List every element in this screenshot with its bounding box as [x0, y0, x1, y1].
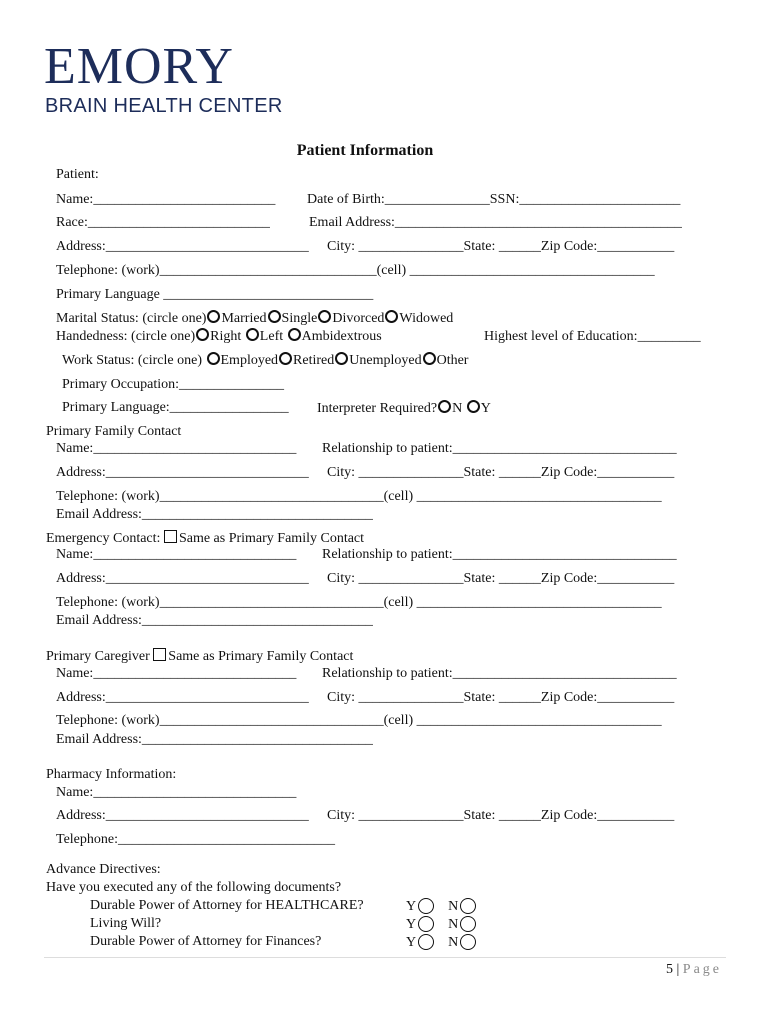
marital-option-label: Single: [281, 311, 318, 326]
directive-healthcare-no-radio[interactable]: [460, 898, 476, 914]
interpreter-label: Interpreter Required?: [317, 401, 438, 416]
family-telephone-field[interactable]: Telephone: (work)________________________________(cell) ___________________________________: [56, 489, 662, 504]
emergency-same-checkbox[interactable]: [164, 530, 177, 543]
marital-divorced-radio[interactable]: [318, 310, 331, 323]
marital-option-label: Divorced: [332, 311, 385, 326]
marital-married-radio[interactable]: [207, 310, 220, 323]
patient-email-field[interactable]: Email Address:_________________________________________: [309, 215, 682, 230]
no-label: N: [448, 899, 459, 914]
family-heading: Primary Family Contact: [46, 424, 182, 439]
caregiver-same-label: Same as Primary Family Contact: [168, 649, 354, 664]
emergency-telephone-field[interactable]: Telephone: (work)________________________________(cell) ___________________________________: [56, 595, 662, 610]
yes-label: Y: [406, 917, 417, 932]
interpreter-yes-radio[interactable]: [467, 400, 480, 413]
directive-healthcare-options: [406, 898, 476, 915]
handedness-left-radio[interactable]: [246, 328, 259, 341]
emergency-relationship-field[interactable]: Relationship to patient:________________________________: [322, 547, 677, 562]
emergency-city-state-zip-field[interactable]: City: _______________State: ______Zip Code:___________: [327, 571, 675, 586]
page-number-footer: [666, 962, 722, 978]
no-label: N: [448, 917, 459, 932]
logo-emory: EMORY: [44, 38, 234, 95]
caregiver-heading-row: [46, 648, 353, 665]
directive-finances-options: [406, 934, 476, 951]
marital-single-radio[interactable]: [268, 310, 281, 323]
marital-option-label: Widowed: [399, 311, 454, 326]
interpreter-no-radio[interactable]: [438, 400, 451, 413]
emergency-same-label: Same as Primary Family Contact: [178, 531, 365, 546]
directives-heading: Advance Directives:: [46, 862, 161, 877]
marital-status-row: [56, 310, 453, 327]
caregiver-email-field[interactable]: Email Address:_________________________________: [56, 732, 373, 747]
family-email-field[interactable]: Email Address:_________________________________: [56, 507, 373, 522]
work-employed-radio[interactable]: [207, 352, 220, 365]
directive-living-will-yes-radio[interactable]: [418, 916, 434, 932]
marital-widowed-radio[interactable]: [385, 310, 398, 323]
page-separator: |: [672, 962, 683, 977]
directive-finances-yes-radio[interactable]: [418, 934, 434, 950]
patient-address-field[interactable]: Address:_____________________________: [56, 239, 309, 254]
handedness-right-radio[interactable]: [196, 328, 209, 341]
handedness-option-label: Ambidextrous: [301, 329, 382, 344]
patient-city-state-zip-field[interactable]: City: _______________State: ______Zip Code:___________: [327, 239, 675, 254]
logo-brain-health-center: BRAIN HEALTH CENTER: [45, 95, 283, 117]
work-retired-radio[interactable]: [279, 352, 292, 365]
work-option-label: Retired: [293, 353, 335, 368]
emergency-address-field[interactable]: Address:_____________________________: [56, 571, 309, 586]
page-word: Page: [682, 962, 722, 977]
interpreter-yes-label: Y: [480, 401, 491, 416]
handedness-option-label: Right: [210, 329, 245, 344]
caregiver-relationship-field[interactable]: Relationship to patient:________________________________: [322, 666, 677, 681]
work-other-radio[interactable]: [423, 352, 436, 365]
patient-telephone-field[interactable]: Telephone: (work)_______________________________(cell) ___________________________________: [56, 263, 655, 278]
patient-heading: Patient:: [56, 167, 99, 182]
directive-finances-no-radio[interactable]: [460, 934, 476, 950]
page-title: Patient Information: [296, 142, 434, 159]
caregiver-same-checkbox[interactable]: [153, 648, 166, 661]
family-name-field[interactable]: Name:_____________________________: [56, 441, 297, 456]
directive-healthcare-yes-radio[interactable]: [418, 898, 434, 914]
directive-label: Durable Power of Attorney for Finances?: [90, 934, 322, 949]
directive-label: Durable Power of Attorney for HEALTHCARE?: [90, 898, 364, 913]
handedness-row: [56, 328, 382, 345]
handedness-ambidextrous-radio[interactable]: [288, 328, 301, 341]
pharmacy-heading: Pharmacy Information:: [46, 767, 177, 782]
caregiver-heading: Primary Caregiver: [46, 649, 154, 664]
marital-option-label: Married: [221, 311, 267, 326]
patient-primary-language-field[interactable]: Primary Language ______________________________: [56, 287, 374, 302]
primary-occupation-field[interactable]: Primary Occupation:_______________: [62, 377, 285, 392]
caregiver-address-field[interactable]: Address:_____________________________: [56, 690, 309, 705]
emergency-email-field[interactable]: Email Address:_________________________________: [56, 613, 373, 628]
family-relationship-field[interactable]: Relationship to patient:________________________________: [322, 441, 677, 456]
family-city-state-zip-field[interactable]: City: _______________State: ______Zip Code:___________: [327, 465, 675, 480]
directive-living-will-no-radio[interactable]: [460, 916, 476, 932]
patient-dob-ssn-field[interactable]: Date of Birth:_______________SSN:_______________________: [307, 192, 681, 207]
yes-label: Y: [406, 899, 417, 914]
patient-race-field[interactable]: Race:__________________________: [56, 215, 270, 230]
directive-living-will-options: [406, 916, 476, 933]
marital-status-label: Marital Status: (circle one): [56, 311, 207, 326]
work-status-label: Work Status: (circle one): [62, 353, 206, 368]
emergency-heading: Emergency Contact:: [46, 531, 164, 546]
footer-divider: [44, 957, 726, 958]
work-status-row: [62, 352, 468, 369]
pharmacy-name-field[interactable]: Name:_____________________________: [56, 785, 297, 800]
interpreter-row: [317, 400, 491, 417]
caregiver-name-field[interactable]: Name:_____________________________: [56, 666, 297, 681]
interpreter-no-label: N: [452, 401, 466, 416]
yes-label: Y: [406, 935, 417, 950]
emergency-heading-row: [46, 530, 364, 547]
no-label: N: [448, 935, 459, 950]
emergency-name-field[interactable]: Name:_____________________________: [56, 547, 297, 562]
work-unemployed-radio[interactable]: [335, 352, 348, 365]
family-address-field[interactable]: Address:_____________________________: [56, 465, 309, 480]
patient-name-field[interactable]: Name:__________________________: [56, 192, 276, 207]
education-field[interactable]: Highest level of Education:_________: [484, 329, 701, 344]
caregiver-city-state-zip-field[interactable]: City: _______________State: ______Zip Code:___________: [327, 690, 675, 705]
handedness-option-label: Left: [259, 329, 287, 344]
directive-label: Living Will?: [90, 916, 162, 931]
pharmacy-city-state-zip-field[interactable]: City: _______________State: ______Zip Code:___________: [327, 808, 675, 823]
page-number: 5: [665, 962, 673, 977]
caregiver-telephone-field[interactable]: Telephone: (work)________________________________(cell) ___________________________________: [56, 713, 662, 728]
work-option-label: Employed: [220, 353, 279, 368]
pharmacy-address-field[interactable]: Address:_____________________________: [56, 808, 309, 823]
handedness-label: Handedness: (circle one): [56, 329, 196, 344]
work-option-label: Other: [436, 353, 469, 368]
directives-question: Have you executed any of the following documents?: [46, 880, 342, 895]
work-option-label: Unemployed: [349, 353, 422, 368]
pharmacy-telephone-field[interactable]: Telephone:_______________________________: [56, 832, 335, 847]
primary-language-field-2[interactable]: Primary Language:_________________: [62, 400, 289, 415]
